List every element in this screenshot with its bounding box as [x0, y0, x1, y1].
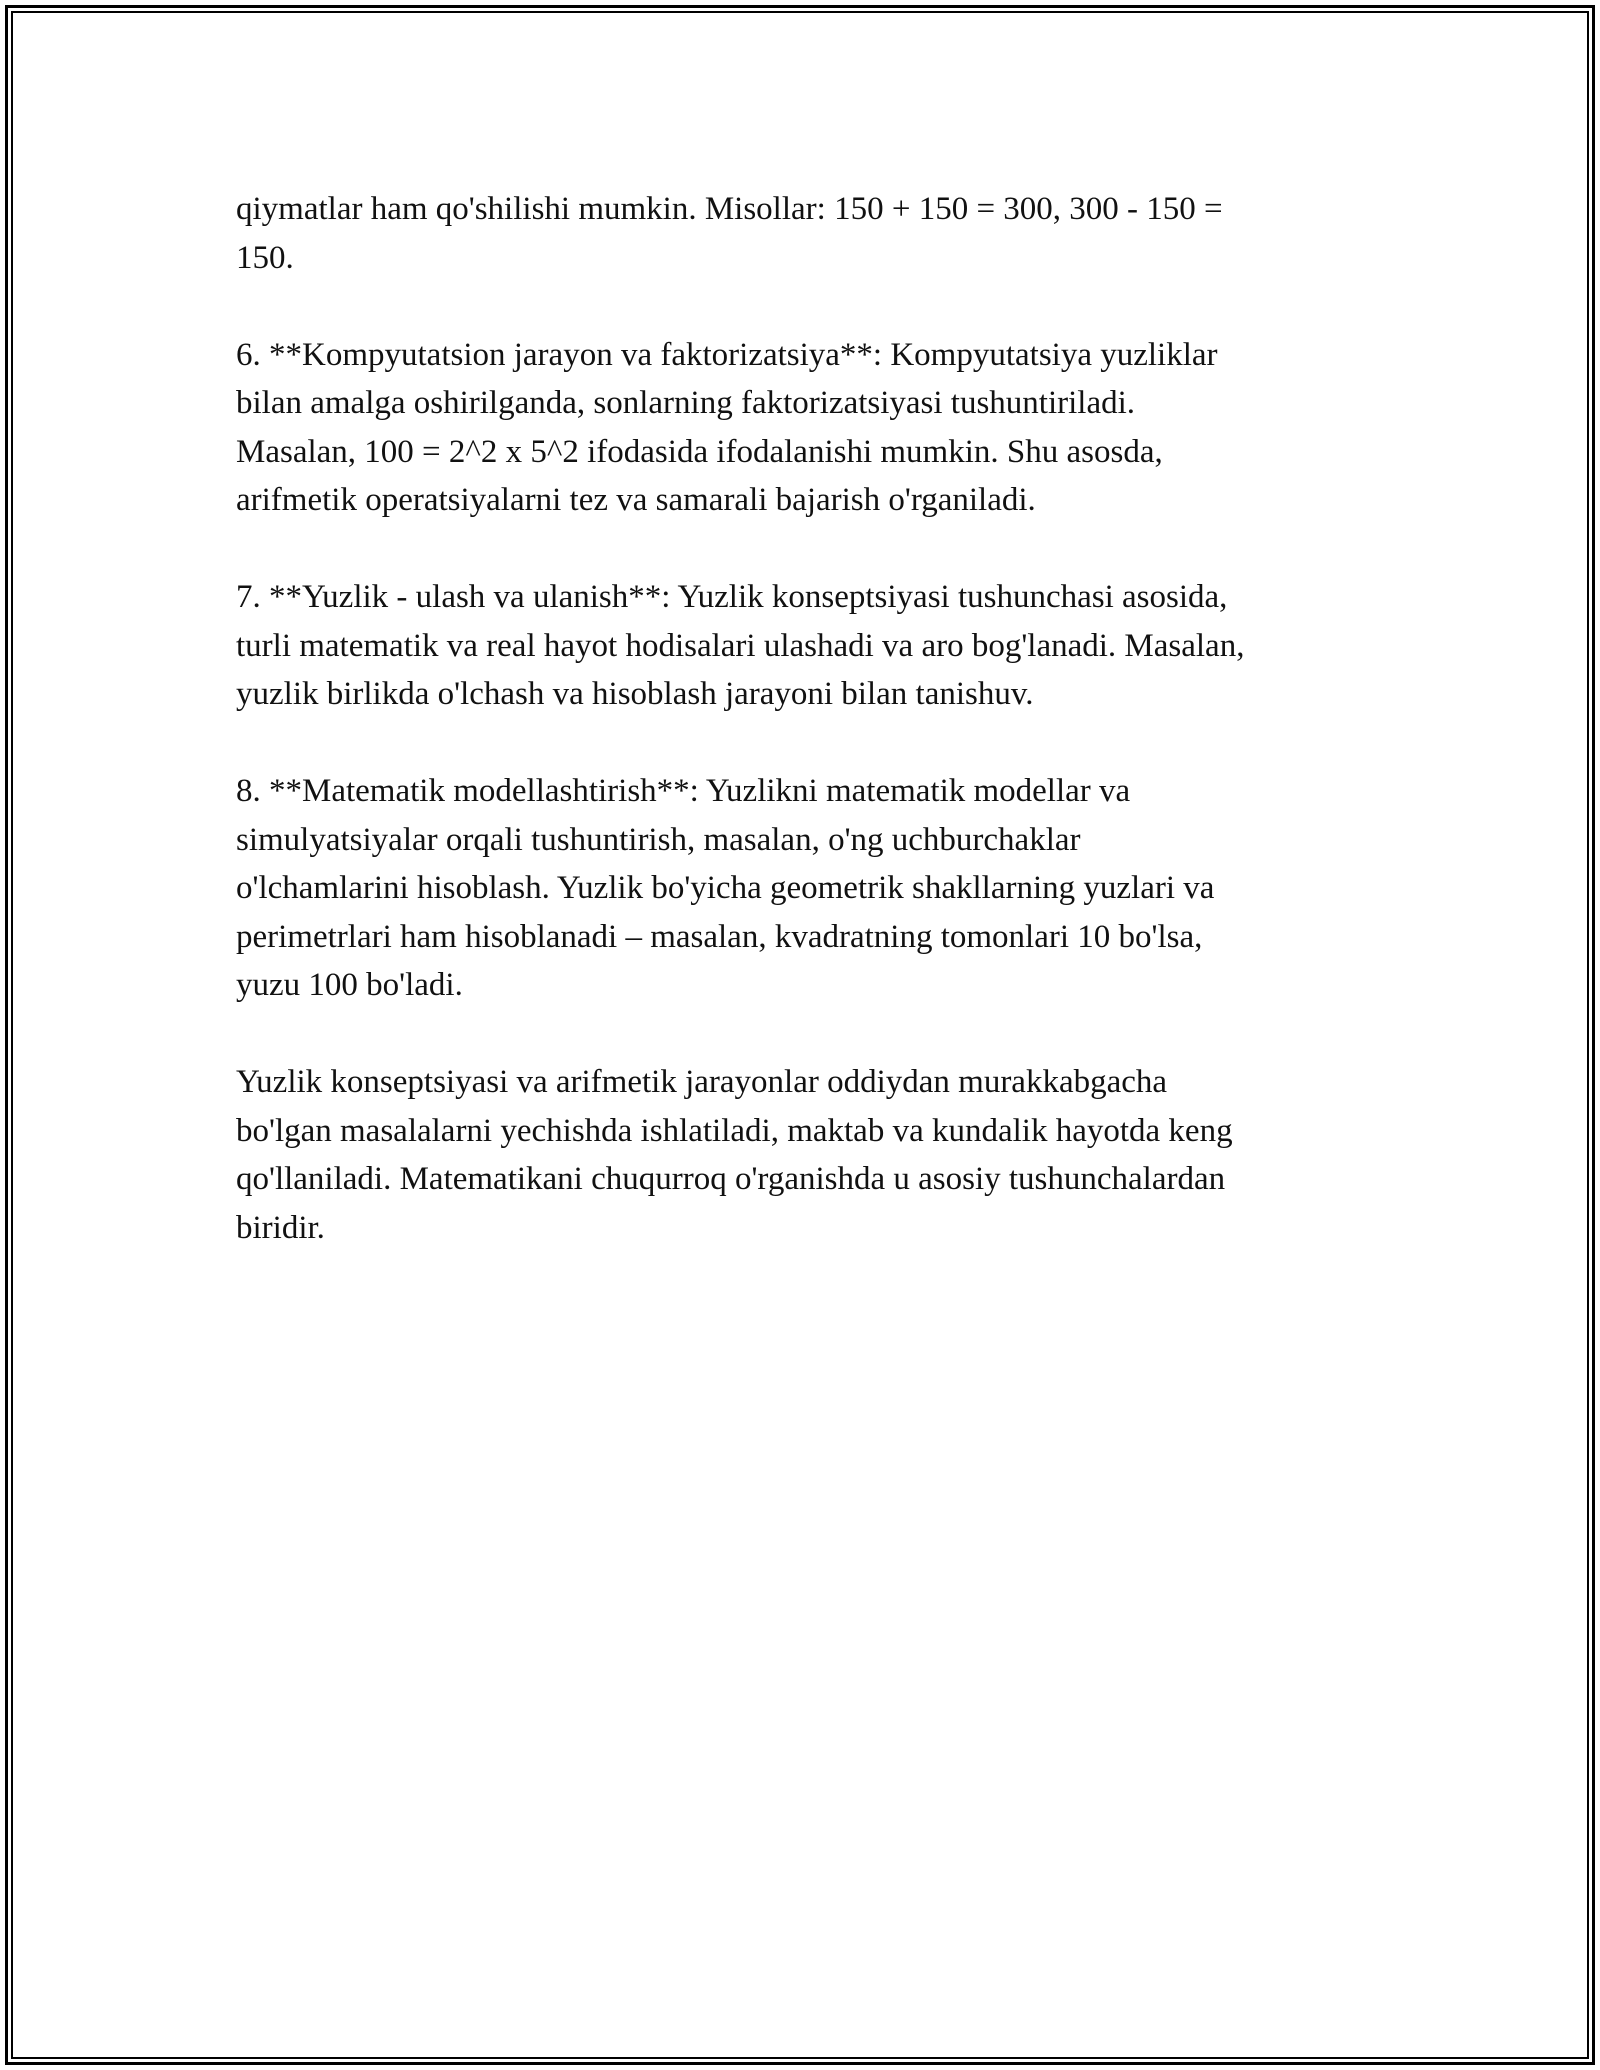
document-body [236, 185, 1376, 1301]
text-line: qiymatlar ham qo'shilishi mumkin. Misollar: 150 + 150 = 300, 300 - 150 = [236, 191, 1223, 227]
text-line: perimetrlari ham hisoblanadi – masalan, kvadratning tomonlari 10 bo'lsa, [236, 918, 1203, 955]
paragraph-addition-examples [236, 185, 1376, 282]
paragraph-item-8 [236, 767, 1376, 1010]
text-line: turli matematik va real hayot hodisalari ulashadi va aro bog'lanadi. Masalan, [236, 627, 1245, 664]
text-line: yuzu 100 bo'ladi. [236, 967, 463, 1003]
paragraph-conclusion [236, 1058, 1376, 1252]
text-line: simulyatsiyalar orqali tushuntirish, masalan, o'ng uchburchaklar [236, 821, 1081, 858]
text-line: o'lchamlarini hisoblash. Yuzlik bo'yicha geometrik shakllarning yuzlari va [236, 870, 1215, 906]
text-line: 150. [236, 239, 294, 276]
text-line: arifmetik operatsiyalarni tez va samarali bajarish o'rganiladi. [236, 482, 1036, 518]
paragraph-item-7 [236, 573, 1376, 719]
text-line: qo'llaniladi. Matematikani chuqurroq o'rganishda u asosiy tushunchalardan [236, 1161, 1226, 1197]
text-line: 7. **Yuzlik - ulash va ulanish**: Yuzlik konseptsiyasi tushunchasi asosida, [236, 579, 1228, 615]
text-line: 6. **Kompyutatsion jarayon va faktorizatsiya**: Kompyutatsiya yuzliklar [236, 336, 1218, 373]
text-line: 8. **Matematik modellashtirish**: Yuzlikni matematik modellar va [236, 773, 1131, 809]
paragraph-item-6 [236, 331, 1376, 525]
text-line: bilan amalga oshirilganda, sonlarning faktorizatsiyasi tushuntiriladi. [236, 385, 1136, 421]
text-line: biridir. [236, 1209, 325, 1246]
text-line: Masalan, 100 = 2^2 x 5^2 ifodasida ifodalanishi mumkin. Shu asosda, [236, 433, 1163, 470]
text-line: yuzlik birlikda o'lchash va hisoblash jarayoni bilan tanishuv. [236, 676, 1034, 712]
text-line: Yuzlik konseptsiyasi va arifmetik jarayonlar oddiydan murakkabgacha [236, 1064, 1168, 1100]
text-line: bo'lgan masalalarni yechishda ishlatiladi, maktab va kundalik hayotda keng [236, 1112, 1233, 1149]
